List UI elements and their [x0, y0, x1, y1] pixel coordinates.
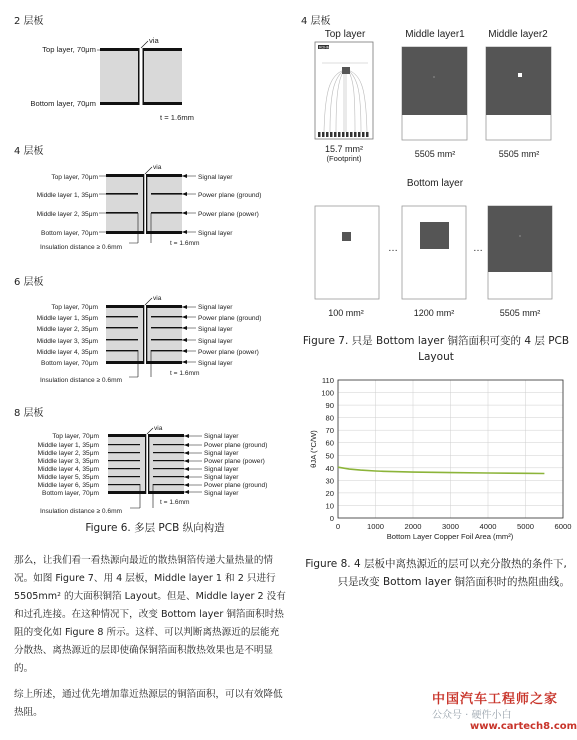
body-paragraph-2: 综上所述，通过优先增加靠近热源层的铜箔面积，可以有效降低热阻。	[14, 689, 283, 718]
via-label: via	[149, 36, 159, 45]
y-tick-label: 50	[325, 451, 334, 461]
footprint-note: (Footprint)	[326, 154, 362, 163]
y-axis-label: θJA (°C/W)	[309, 430, 318, 468]
area-label: 100 mm²	[328, 308, 364, 318]
layer-role-label: Signal layer	[204, 433, 239, 440]
figure6-caption: Figure 6. 多层 PCB 纵向构造	[85, 522, 225, 534]
layer-label: Middle layer 2, 35μm	[36, 326, 98, 333]
thickness-label: t = 1.6mm	[160, 499, 190, 506]
layer-role-label: Signal layer	[204, 474, 239, 481]
area-label: 5505 mm²	[499, 308, 541, 318]
area-label: 1200 mm²	[413, 308, 455, 318]
layer-label: Bottom layer, 70μm	[42, 490, 99, 497]
section-heading-6layer: 6 层板	[14, 277, 44, 288]
layer-label: Top layer, 70μm	[42, 45, 96, 54]
x-tick-label: 1000	[367, 522, 384, 531]
section-heading-4layer: 4 层板	[14, 146, 44, 157]
y-tick-label: 90	[325, 401, 334, 411]
layer-role-label: Power plane (ground)	[198, 192, 262, 199]
insulation-label: Insulation distance ≥ 0.6mm	[40, 244, 123, 251]
layer-label: Middle layer 4, 35μm	[36, 349, 98, 356]
layer-role-label: Power plane (power)	[204, 458, 265, 465]
layer-label: Middle layer 2, 35μm	[36, 211, 98, 218]
thickness-label: t = 1.6mm	[170, 240, 200, 247]
section-heading-8layer: 8 层板	[14, 408, 44, 419]
panel-title: Middle layer1	[405, 29, 465, 40]
x-tick-label: 5000	[517, 522, 534, 531]
layer-label: Middle layer 3, 35μm	[37, 458, 99, 465]
x-tick-label: 6000	[554, 522, 572, 531]
thickness-label: t = 1.6mm	[170, 370, 200, 377]
y-tick-label: 70	[325, 426, 334, 436]
layer-label: Middle layer 2, 35μm	[37, 450, 99, 457]
layer-label: Top layer, 70μm	[51, 174, 98, 181]
bottom-layer-title: Bottom layer	[406, 178, 464, 189]
layer-label: Middle layer 1, 35μm	[37, 442, 99, 449]
area-label: 5505 mm²	[414, 149, 456, 159]
layer-label: Middle layer 5, 35μm	[37, 474, 99, 481]
y-tick-label: 20	[325, 488, 334, 498]
x-tick-label: 2000	[404, 522, 422, 531]
thickness-label: t = 1.6mm	[160, 113, 194, 122]
layer-label: Bottom layer, 70μm	[41, 230, 98, 237]
area-label: 5505 mm²	[498, 149, 540, 159]
layer-label: Top layer, 70μm	[51, 304, 98, 311]
series-line	[338, 467, 544, 473]
insulation-label: Insulation distance ≥ 0.6mm	[40, 508, 123, 515]
layer-role-label: Power plane (ground)	[204, 482, 268, 489]
via-label: via	[153, 164, 162, 171]
layer-role-label: Signal layer	[198, 326, 233, 333]
panel-title: Middle layer2	[488, 29, 548, 40]
layer-label: Middle layer 1, 35μm	[36, 192, 98, 199]
y-tick-label: 40	[325, 463, 334, 473]
watermark-account: 公众号 · 硬件小白	[432, 710, 512, 721]
layer-role-label: Power plane (power)	[198, 211, 259, 218]
layer-role-label: Power plane (ground)	[198, 315, 262, 322]
area-label: 15.7 mm²	[324, 144, 364, 154]
layer-role-label: Signal layer	[198, 304, 233, 311]
body-paragraph-1: 那么，让我们看一看热源向最近的散热铜箔传递大量热量的情况。如图 Figure 7、用 4 层板，Middle layer 1 和 2 只进行 5505mm² 的大面积铜箔 Layout。但是、Middle layer 2 没有和过孔连接。在这种情况下，改变 Bottom layer 铜箔面积时热阻的变化如 Figure 8 所示。这样、可以判断离热源近的层能充分散热、离热源近的层即使确保铜箔面积散热效果也是不明显的。	[14, 555, 286, 674]
layer-label: Bottom layer, 70μm	[30, 99, 96, 108]
layer-role-label: Power plane (ground)	[204, 442, 268, 449]
x-axis-label: Bottom Layer Copper Foil Area (mm²)	[386, 532, 514, 541]
ellipsis: …	[473, 243, 483, 254]
chart-grid	[338, 380, 563, 518]
figure7-caption-line1: Figure 7. 只是 Bottom layer 铜箔面积可变的 4 层 PCB	[302, 335, 570, 347]
layer-role-label: Signal layer	[198, 338, 233, 345]
x-tick-label: 4000	[479, 522, 497, 531]
y-tick-label: 110	[321, 376, 334, 385]
layer-role-label: Signal layer	[198, 230, 233, 237]
layer-label: Top layer, 70μm	[52, 433, 99, 440]
layer-label: Middle layer 4, 35μm	[37, 466, 99, 473]
right-heading: 4 层板	[301, 16, 331, 27]
layer-label: Middle layer 1, 35μm	[36, 315, 98, 322]
figure8-caption-line1: Figure 8. 4 层板中离热源近的层可以充分散热的条件下,	[305, 558, 567, 570]
y-tick-label: 100	[321, 388, 334, 398]
figure8-caption-line2: 只是改变 Bottom layer 铜箔面积时的热阻曲线。	[337, 576, 570, 588]
layer-role-label: Signal layer	[198, 174, 233, 181]
via-label: via	[153, 295, 162, 302]
x-tick-label: 3000	[442, 522, 459, 531]
layer-role-label: Signal layer	[204, 466, 239, 473]
panel-title: Top layer	[324, 29, 366, 40]
layer-label: Middle layer 6, 35μm	[37, 482, 99, 489]
layer-role-label: Signal layer	[198, 360, 233, 367]
y-tick-label: 30	[325, 476, 334, 486]
layer-role-label: Signal layer	[204, 450, 239, 457]
y-tick-label: 60	[325, 438, 334, 448]
ellipsis: …	[388, 243, 398, 254]
insulation-label: Insulation distance ≥ 0.6mm	[40, 377, 123, 384]
layer-label: Middle layer 3, 35μm	[36, 338, 98, 345]
section-heading-2layer: 2 层板	[14, 16, 44, 27]
y-tick-label: 10	[325, 501, 334, 511]
y-tick-label: 0	[329, 514, 334, 523]
figure7-caption-line2: Layout	[418, 351, 454, 363]
layer-label: Bottom layer, 70μm	[41, 360, 98, 367]
layer-role-label: Signal layer	[204, 490, 239, 497]
x-tick-label: 0	[335, 522, 341, 531]
chip-logo: ROHM	[319, 45, 330, 50]
watermark-site: www.cartech8.com	[470, 721, 577, 732]
via-label: via	[154, 425, 163, 432]
watermark-title: 中国汽车工程师之家	[432, 692, 559, 707]
layer-role-label: Power plane (power)	[198, 349, 259, 356]
y-tick-label: 80	[325, 413, 334, 423]
chart-ticks	[321, 376, 571, 531]
